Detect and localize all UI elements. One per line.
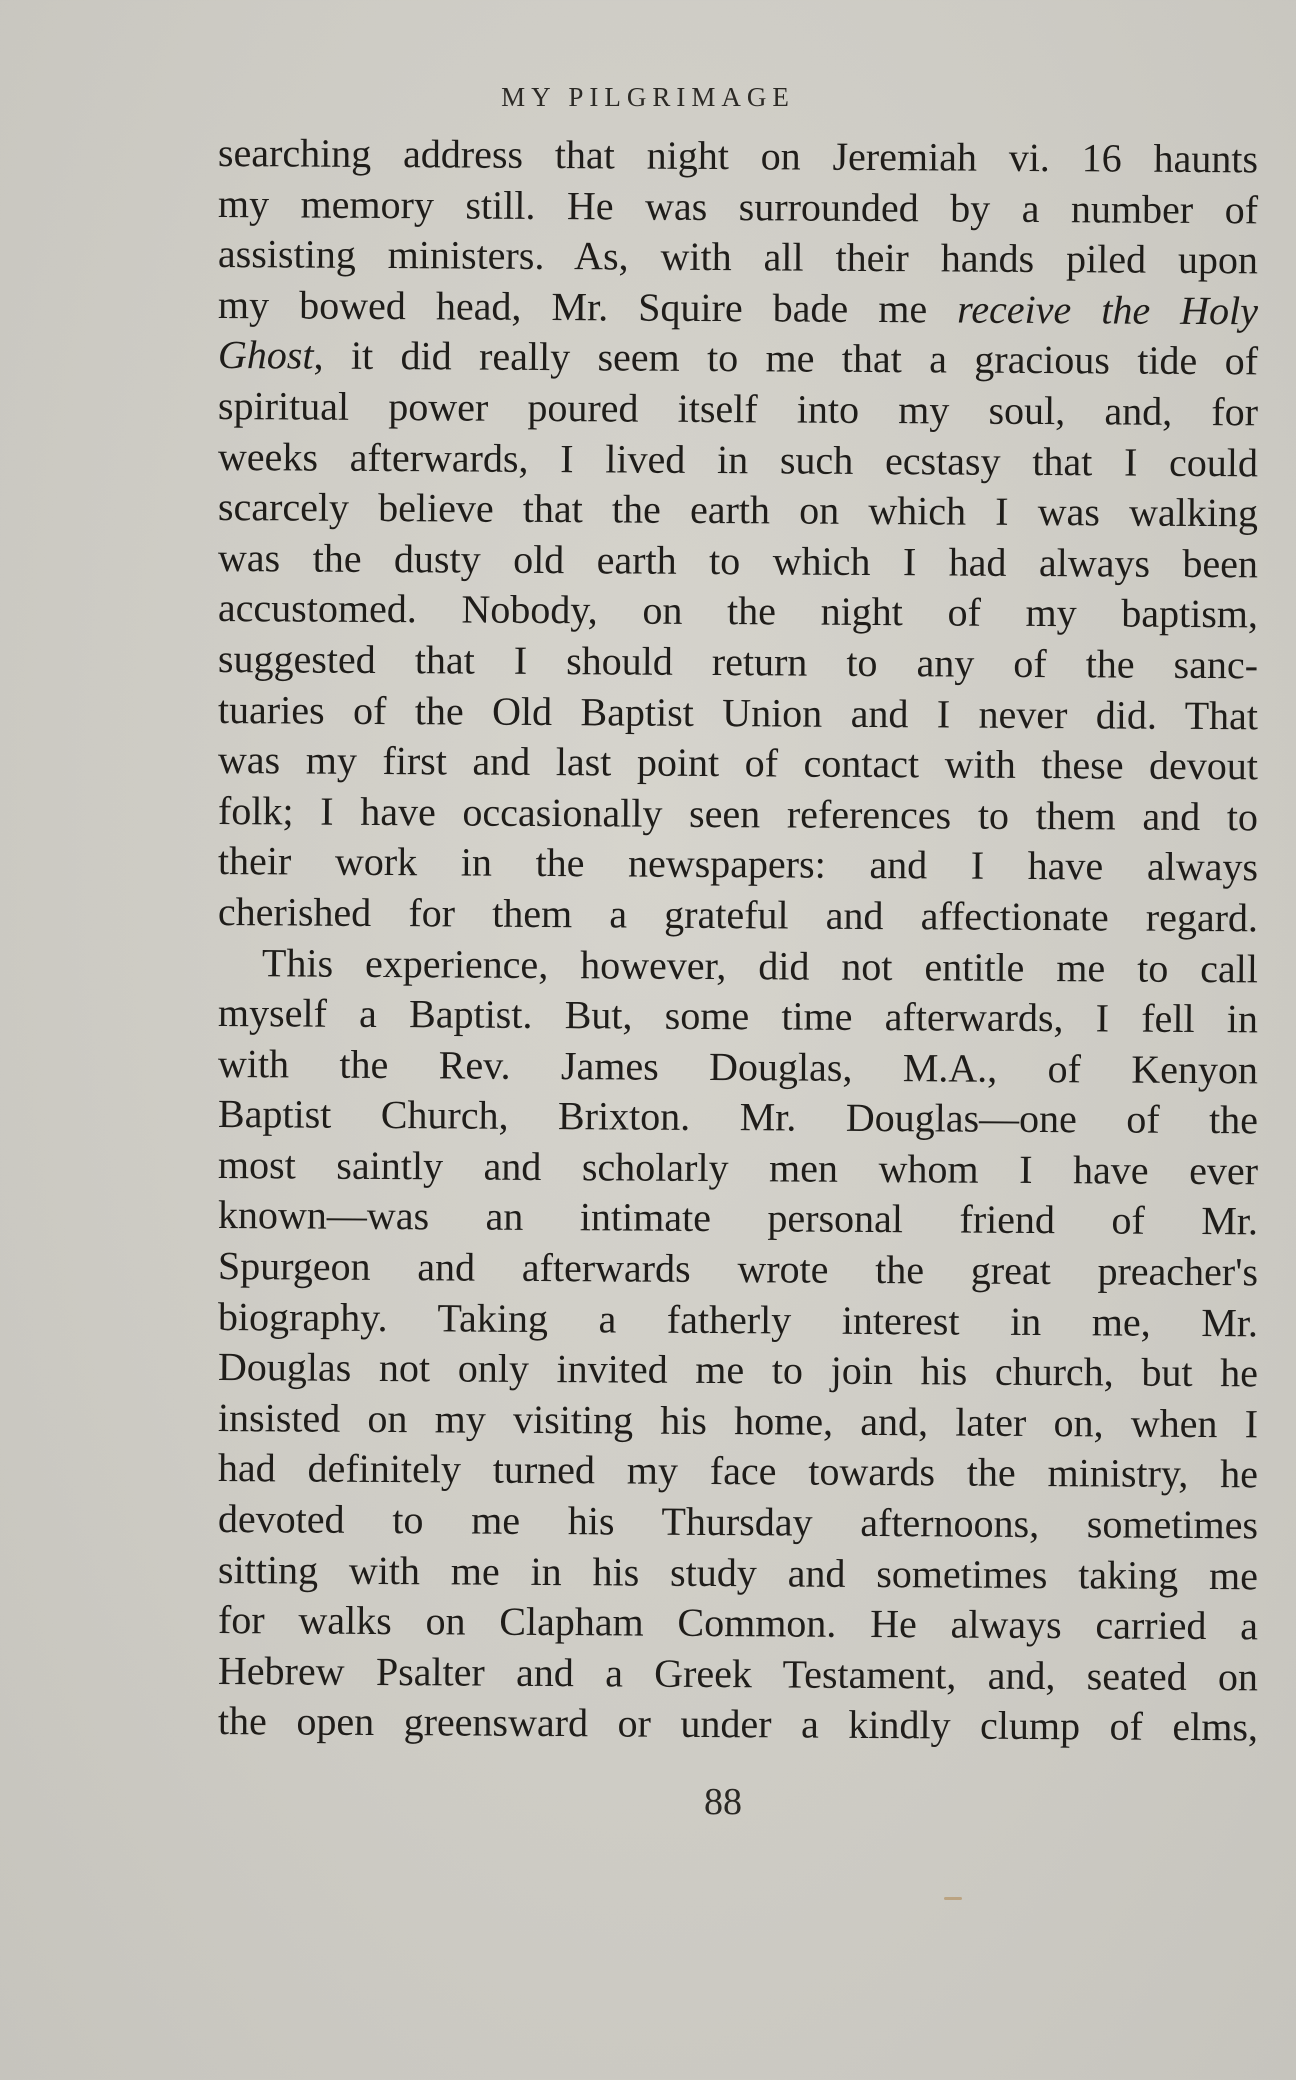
text-line: my memory still. He was surrounded by a number of (217, 180, 1259, 232)
body-text (217, 128, 1259, 1750)
text-line: searching address that night on Jeremiah vi. 16 haunts (217, 130, 1259, 182)
text-line: weeks afterwards, I lived in such ecstasy that I could (217, 433, 1259, 485)
text-line: known—was an intimate personal friend of Mr. (217, 1192, 1259, 1244)
text-line: sitting with me in his study and sometimes taking me (217, 1546, 1259, 1598)
text-line: assisting ministers. As, with all their hands piled upon (217, 231, 1259, 283)
paragraph-first-line: This experience, however, did not entitle me to call (261, 939, 1259, 991)
text-line: tuaries of the Old Baptist Union and I never did. That (217, 686, 1259, 738)
text-line: devoted to me his Thursday afternoons, sometimes (217, 1496, 1259, 1548)
text-line: most saintly and scholarly men whom I have ever (217, 1141, 1259, 1194)
text-line: for walks on Clapham Common. He always carried a (217, 1597, 1259, 1649)
text-line: my bowed head, Mr. Squire bade me receive the Holy (217, 281, 1259, 334)
text-line: with the Rev. James Douglas, M.A., of Kenyon (217, 1040, 1259, 1093)
text-line: biography. Taking a fatherly interest in me, Mr. (217, 1293, 1259, 1346)
running-head: MY PILGRIMAGE (501, 82, 795, 112)
text-line: Hebrew Psalter and a Greek Testament, and, seated on (217, 1647, 1259, 1700)
text-line: myself a Baptist. But, some time afterwards, I fell in (217, 990, 1259, 1042)
text-line: was the dusty old earth to which I had always been (217, 534, 1259, 587)
text-line: insisted on my visiting his home, and, later on, when I (217, 1394, 1259, 1447)
text-line: Baptist Church, Brixton. Mr. Douglas—one of the (217, 1091, 1259, 1143)
text-line: had definitely turned my face towards the ministry, he (217, 1445, 1259, 1497)
text-line: spiritual power poured itself into my soul, and, for (217, 382, 1259, 435)
text-line: scarcely believe that the earth on which I was walking (217, 484, 1259, 536)
page-number: 88 (704, 1781, 742, 1823)
text-line: suggested that I should return to any of the sanc- (217, 635, 1259, 688)
text-line: Douglas not only invited me to join his church, but he (217, 1344, 1259, 1396)
text-line: Ghost, it did really seem to me that a gracious tide of (217, 332, 1259, 384)
text-line: accustomed. Nobody, on the night of my baptism, (217, 585, 1259, 637)
text-line: Spurgeon and afterwards wrote the great preacher's (217, 1243, 1259, 1295)
text-line: cherished for them a grateful and affectionate regard. (217, 888, 1259, 941)
paper-speck (944, 1897, 962, 1900)
text-line: their work in the newspapers: and I have always (217, 838, 1259, 890)
text-line: the open greensward or under a kindly clump of elms, (217, 1698, 1259, 1750)
text-line: folk; I have occasionally seen references to them and to (217, 787, 1259, 840)
text-line: was my first and last point of contact with these devout (217, 737, 1259, 789)
